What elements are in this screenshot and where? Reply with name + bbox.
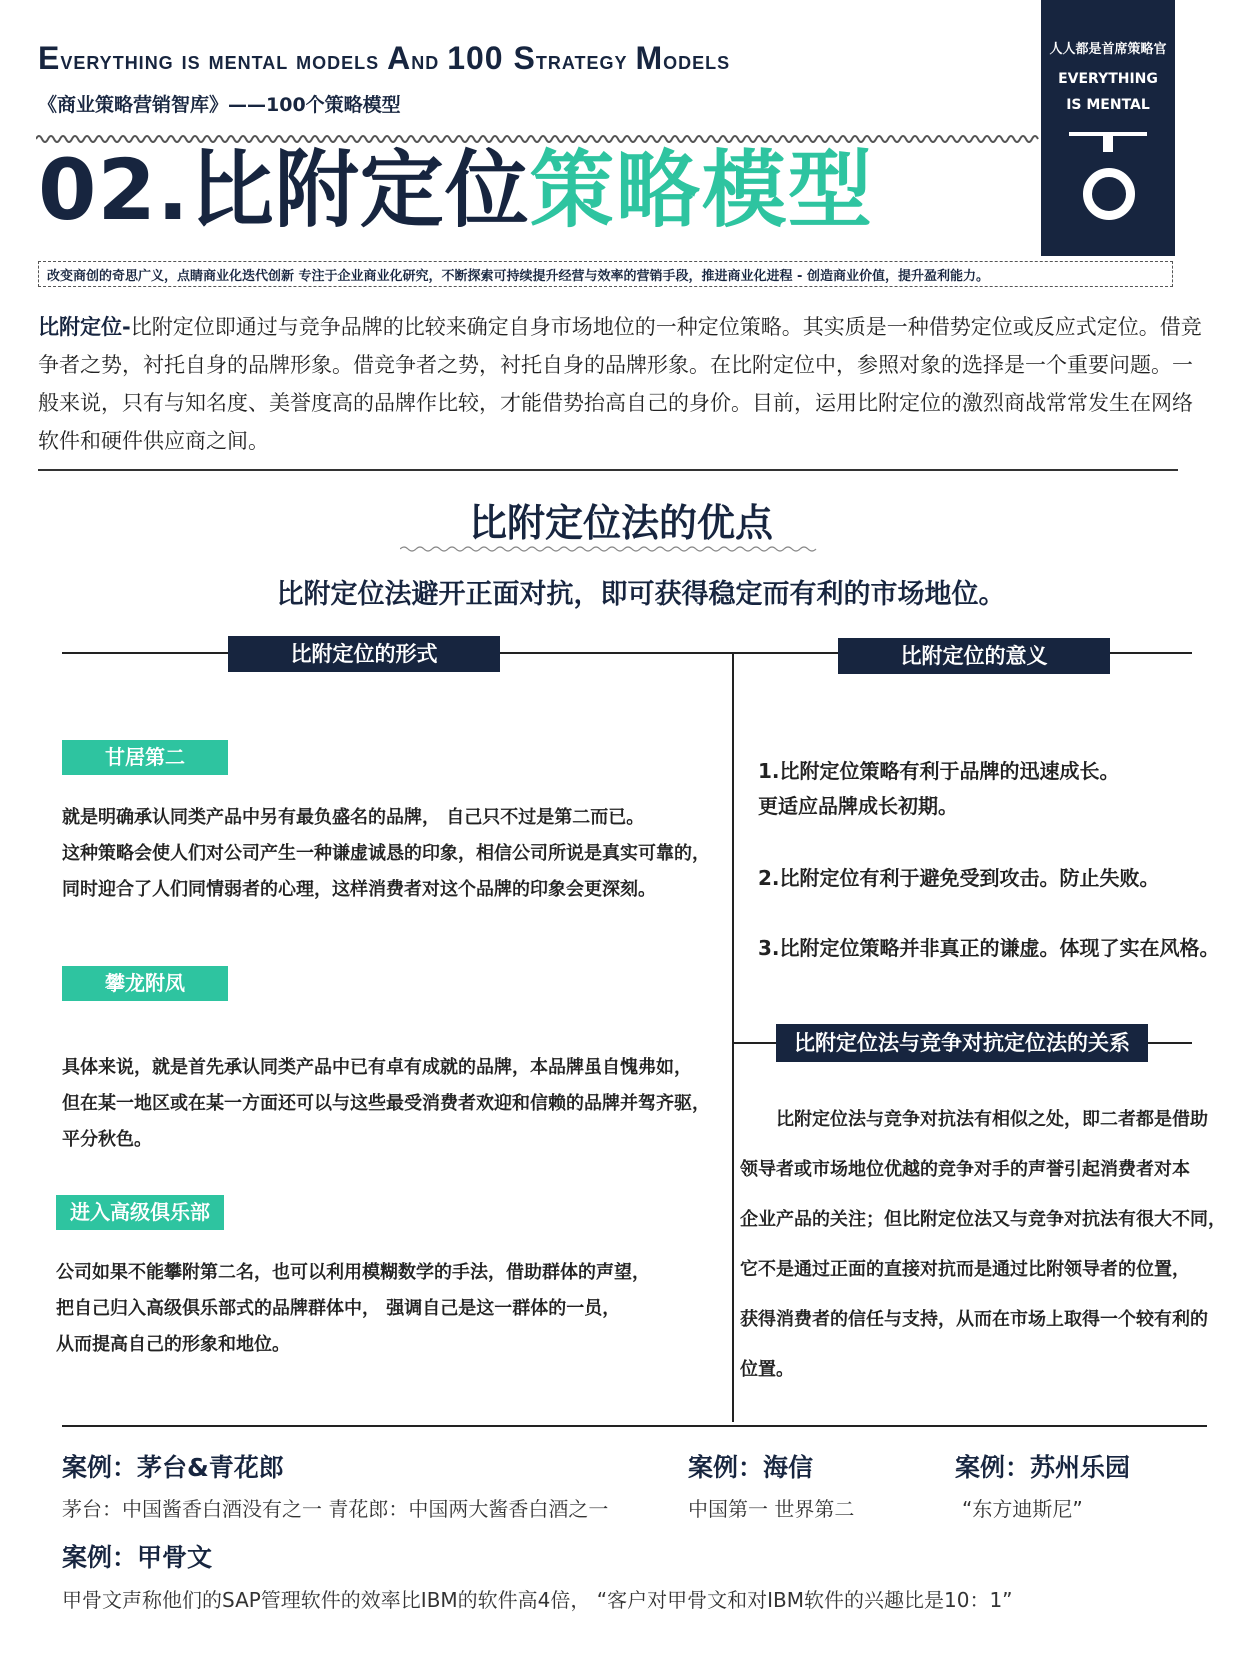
text-line: 领导者或市场地位优越的竞争对手的声誉引起消费者对本 <box>740 1159 1190 1180</box>
meaning-point-3: 3.比附定位策略并非真正的谦虚。体现了实在风格。 <box>758 936 1220 960</box>
text-line: 公司如果不能攀附第二名，也可以利用模糊数学的手法，借助群体的声望， <box>56 1262 650 1283</box>
text-line: 平分秋色。 <box>62 1129 152 1150</box>
text-line: 把自己归入高级俱乐部式的品牌群体中， 强调自己是这一群体的一员， <box>56 1298 621 1319</box>
section-wave <box>400 545 820 553</box>
badge-notch <box>1041 132 1069 136</box>
badge-line: EVERYTHING <box>1058 71 1158 87</box>
en-title-rest: odels <box>663 47 731 75</box>
ring-icon <box>1083 168 1135 220</box>
text-line: 位置。 <box>740 1359 794 1380</box>
item-text-1 <box>62 800 710 908</box>
chinese-subtitle: 《商业策略营销智库》——100个策略模型 <box>38 94 401 116</box>
text-line: 企业产品的关注；但比附定位法又与竞争对抗法有很大不同， <box>740 1209 1226 1230</box>
text-line: 这种策略会使人们对公司产生一种谦虚诚恳的印象，相信公司所说是真实可靠的， <box>62 843 710 864</box>
case-title-maotai: 案例：茅台&青花郎 <box>62 1453 284 1482</box>
case-text-maotai: 茅台：中国酱香白酒没有之一 青花郎：中国两大酱香白酒之一 <box>62 1497 609 1521</box>
text-line: 从而提高自己的形象和地位。 <box>56 1334 290 1355</box>
tagline: 改变商创的奇思广义，点睛商业化迭代创新 专注于企业商业化研究，不断探索可持续提升经营与效率的营销手段，推进商业化进程 - 创造商业价值，提升盈利能力。 <box>38 261 1173 287</box>
english-title <box>38 40 730 77</box>
label-gan-ju-di-er: 甘居第二 <box>62 740 228 775</box>
right-heading: 比附定位的意义 <box>838 638 1110 674</box>
text-line: 就是明确承认同类产品中另有最负盛名的品牌， 自己只不过是第二而已。 <box>62 807 645 828</box>
en-title-cap: 100 S <box>447 40 536 76</box>
text-line: 具体来说，就是首先承认同类产品中已有卓有成就的品牌，本品牌虽自愧弗如， <box>62 1057 692 1078</box>
title-main: 02.比附定位 <box>38 141 530 239</box>
meaning-point-1b: 更适应品牌成长初期。 <box>758 794 958 818</box>
en-title-rest: nd <box>411 47 448 75</box>
divider <box>38 469 1178 471</box>
label-pan-long-fu-feng: 攀龙附凤 <box>62 966 228 1001</box>
en-title-rest: trategy <box>535 47 636 75</box>
en-title-rest: verything is mental models <box>60 47 388 75</box>
case-title-suzhou: 案例：苏州乐园 <box>955 1453 1131 1482</box>
text-line: 它不是通过正面的直接对抗而是通过比附领导者的位置， <box>740 1259 1190 1280</box>
intro-text: 比附定位即通过与竞争品牌的比较来确定自身市场地位的一种定位策略。其实质是一种借势定位或反应式定位。借竞争者之势，衬托自身的品牌形象。借竞争者之势，衬托自身的品牌形象。在比附定位中，参照对象的选择是一个重要问题。一般来说，只有与知名度、美誉度高的品牌作比较，才能借势抬高自己的身价。目前，运用比附定位的激烈商战常常发生在网络软件和硬件供应商之间。 <box>38 315 1202 453</box>
case-text-suzhou: “东方迪斯尼” <box>962 1497 1083 1521</box>
text-line: 但在某一地区或在某一方面还可以与这些最受消费者欢迎和信赖的品牌并驾齐驱， <box>62 1093 710 1114</box>
text-line: 获得消费者的信任与支持，从而在市场上取得一个较有利的 <box>740 1309 1208 1330</box>
badge-stub <box>1103 136 1113 152</box>
relation-heading: 比附定位法与竞争对抗定位法的关系 <box>776 1024 1148 1062</box>
item-text-3 <box>56 1255 650 1363</box>
en-title-cap: E <box>38 40 61 76</box>
case-text-oracle: 甲骨文声称他们的SAP管理软件的效率比IBM的软件高4倍， “客户对甲骨文和对IBM软件的兴趣比是10：1” <box>62 1588 1013 1612</box>
en-title-cap: A <box>387 40 412 76</box>
relation-text <box>740 1095 1226 1395</box>
brand-badge <box>1041 0 1175 256</box>
text-line: 同时迎合了人们同情弱者的心理，这样消费者对这个品牌的印象会更深刻。 <box>62 879 656 900</box>
label-gao-ji-ju-le-bu: 进入高级俱乐部 <box>56 1195 224 1230</box>
item-text-2 <box>62 1050 710 1158</box>
intro-paragraph <box>38 308 1208 460</box>
en-title-cap: M <box>635 40 664 76</box>
frame-line-bottom <box>62 1425 1207 1427</box>
case-text-hisense: 中国第一 世界第二 <box>688 1497 855 1521</box>
page-title <box>38 141 874 239</box>
intro-lead: 比附定位- <box>38 315 131 339</box>
title-accent: 策略模型 <box>529 141 874 239</box>
case-title-hisense: 案例：海信 <box>688 1453 814 1482</box>
meaning-point-2: 2.比附定位有利于避免受到攻击。防止失败。 <box>758 866 1160 890</box>
case-title-oracle: 案例：甲骨文 <box>62 1543 213 1572</box>
frame-line-center <box>732 652 734 1422</box>
badge-english <box>1041 66 1175 118</box>
text-line: 比附定位法与竞争对抗法有相似之处，即二者都是借助 <box>776 1109 1208 1130</box>
badge-slogan: 人人都是首席策略官 <box>1049 42 1167 57</box>
left-heading: 比附定位的形式 <box>228 636 500 672</box>
section-subtitle: 比附定位法避开正面对抗，即可获得稳定而有利的市场地位。 <box>276 579 1006 610</box>
section-title: 比附定位法的优点 <box>468 501 773 545</box>
badge-notch <box>1147 132 1175 136</box>
meaning-point-1: 1.比附定位策略有利于品牌的迅速成长。 <box>758 759 1120 783</box>
badge-line: IS MENTAL <box>1066 97 1150 113</box>
